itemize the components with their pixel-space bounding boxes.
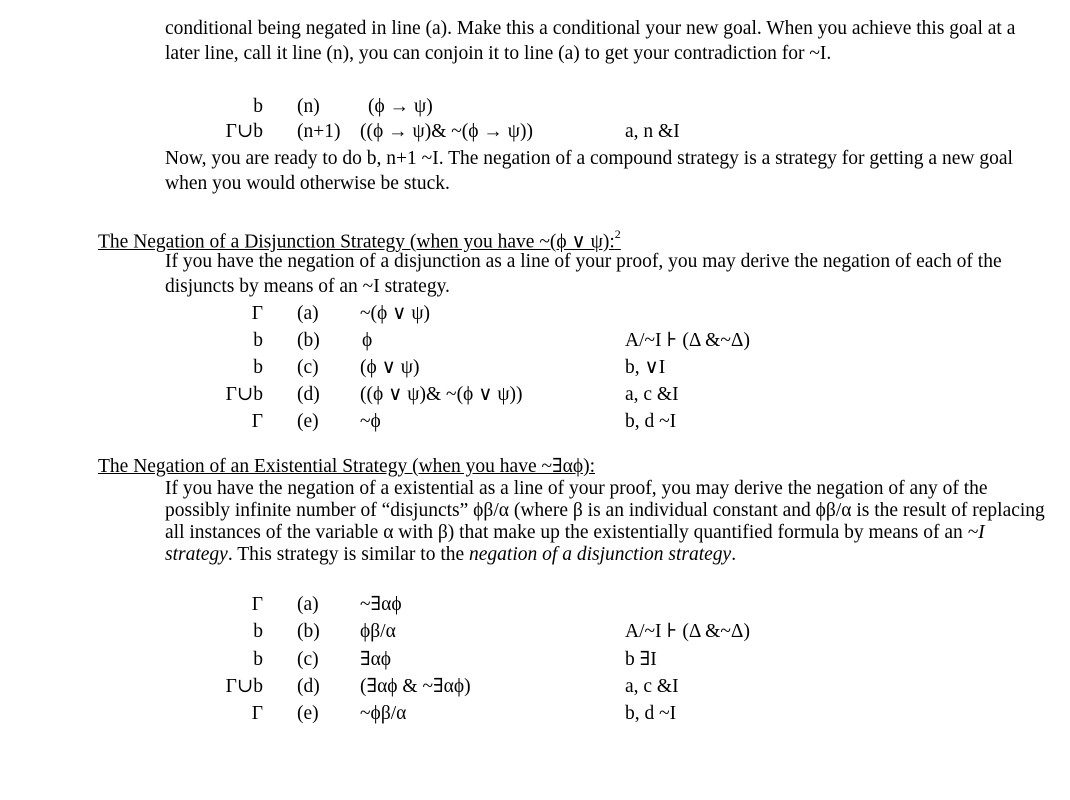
line-label: (a) [297,594,319,615]
assumption-set: b [253,96,263,117]
justification: b ∃I [625,649,657,670]
emphasis-text: negation of a disjunction strategy [469,544,732,565]
line-label: (e) [297,411,319,432]
proof-row [0,95,1070,119]
proof-row [0,120,1070,144]
justification: A/~I ⊦ (Δ &~Δ) [625,330,750,351]
formula: (ϕ ∨ ψ) [360,357,420,378]
formula: ((ϕ ∨ ψ)& ~(ϕ ∨ ψ)) [360,384,523,405]
line-label: (d) [297,676,320,697]
proof-row [0,620,1070,644]
line-label: (n+1) [297,121,341,142]
assumption-set: Γ [251,411,263,432]
justification: A/~I ⊦ (Δ &~Δ) [625,621,750,642]
existential-description: If you have the negation of a existential as a line of your proof, you may derive the negation of any of the possibly infinite number of “disjuncts” ϕβ/α (where β is an individual constant and ϕβ/α is the result of replacing all instances of the variable α with β) that make up the existentially quantified formula by means of an ~I strategy. This strategy is similar to the negation of a disjunction strategy. [165,478,1045,565]
proof-row [0,383,1070,407]
line-label: (a) [297,303,319,324]
justification: a, c &I [625,384,679,405]
proof-row [0,302,1070,326]
formula: ~ϕβ/α [360,703,407,724]
intro-paragraph: conditional being negated in line (a). Make this a conditional your new goal. When you achieve this goal at a later line, call it line (n), you can conjoin it to line (a) to get your contradiction for ~I. [165,18,1016,64]
line-label: (n) [297,96,320,117]
line-label: (e) [297,703,319,724]
proof-row [0,356,1070,380]
assumption-set: Γ [251,594,263,615]
assumption-set: Γ [251,303,263,324]
line-label: (c) [297,357,319,378]
formula: ~ϕ [360,411,381,432]
line-label: (b) [297,621,320,642]
assumption-set: b [253,330,263,351]
proof-row [0,675,1070,699]
formula: ~(ϕ ∨ ψ) [360,303,431,324]
formula: ϕ [362,330,373,351]
assumption-set: Γ∪b [225,384,263,405]
proof-row [0,648,1070,672]
justification: b, d ~I [625,703,677,724]
formula: ϕβ/α [360,621,396,642]
section-heading-existential: The Negation of an Existential Strategy (when you have ~∃αϕ): [98,456,596,477]
proof-row [0,702,1070,726]
formula: (ϕ → ψ) [368,96,433,117]
line-label: (b) [297,330,320,351]
justification: a, n &I [625,121,680,142]
intro-conclusion: Now, you are ready to do b, n+1 ~I. The negation of a compound strategy is a strategy for getting a new goal when you would otherwise be stuck. [165,148,1013,194]
footnote-ref: 2 [614,227,621,241]
justification: a, c &I [625,676,679,697]
proof-row [0,329,1070,353]
section-heading-disjunction: The Negation of a Disjunction Strategy (when you have ~(ϕ ∨ ψ):$^2$ [98,227,621,253]
justification: b, ∨I [625,357,666,378]
assumption-set: b [253,649,263,670]
assumption-set: Γ [251,703,263,724]
proof-row [0,593,1070,617]
line-label: (d) [297,384,320,405]
assumption-set: Γ∪b [225,676,263,697]
justification: b, d ~I [625,411,677,432]
assumption-set: b [253,621,263,642]
formula: ∃αϕ [360,649,392,670]
line-label: (c) [297,649,319,670]
emphasis-text: ~I strategy [165,522,985,565]
formula: ((ϕ → ψ)& ~(ϕ → ψ)) [360,121,533,142]
formula: (∃αϕ & ~∃αϕ) [360,676,471,697]
formula: ~∃αϕ [360,594,402,615]
assumption-set: b [253,357,263,378]
proof-row [0,410,1070,434]
disjunction-description: If you have the negation of a disjunction as a line of your proof, you may derive the negation of each of the disjuncts by means of an ~I strategy. [165,251,1002,297]
assumption-set: Γ∪b [225,121,263,142]
